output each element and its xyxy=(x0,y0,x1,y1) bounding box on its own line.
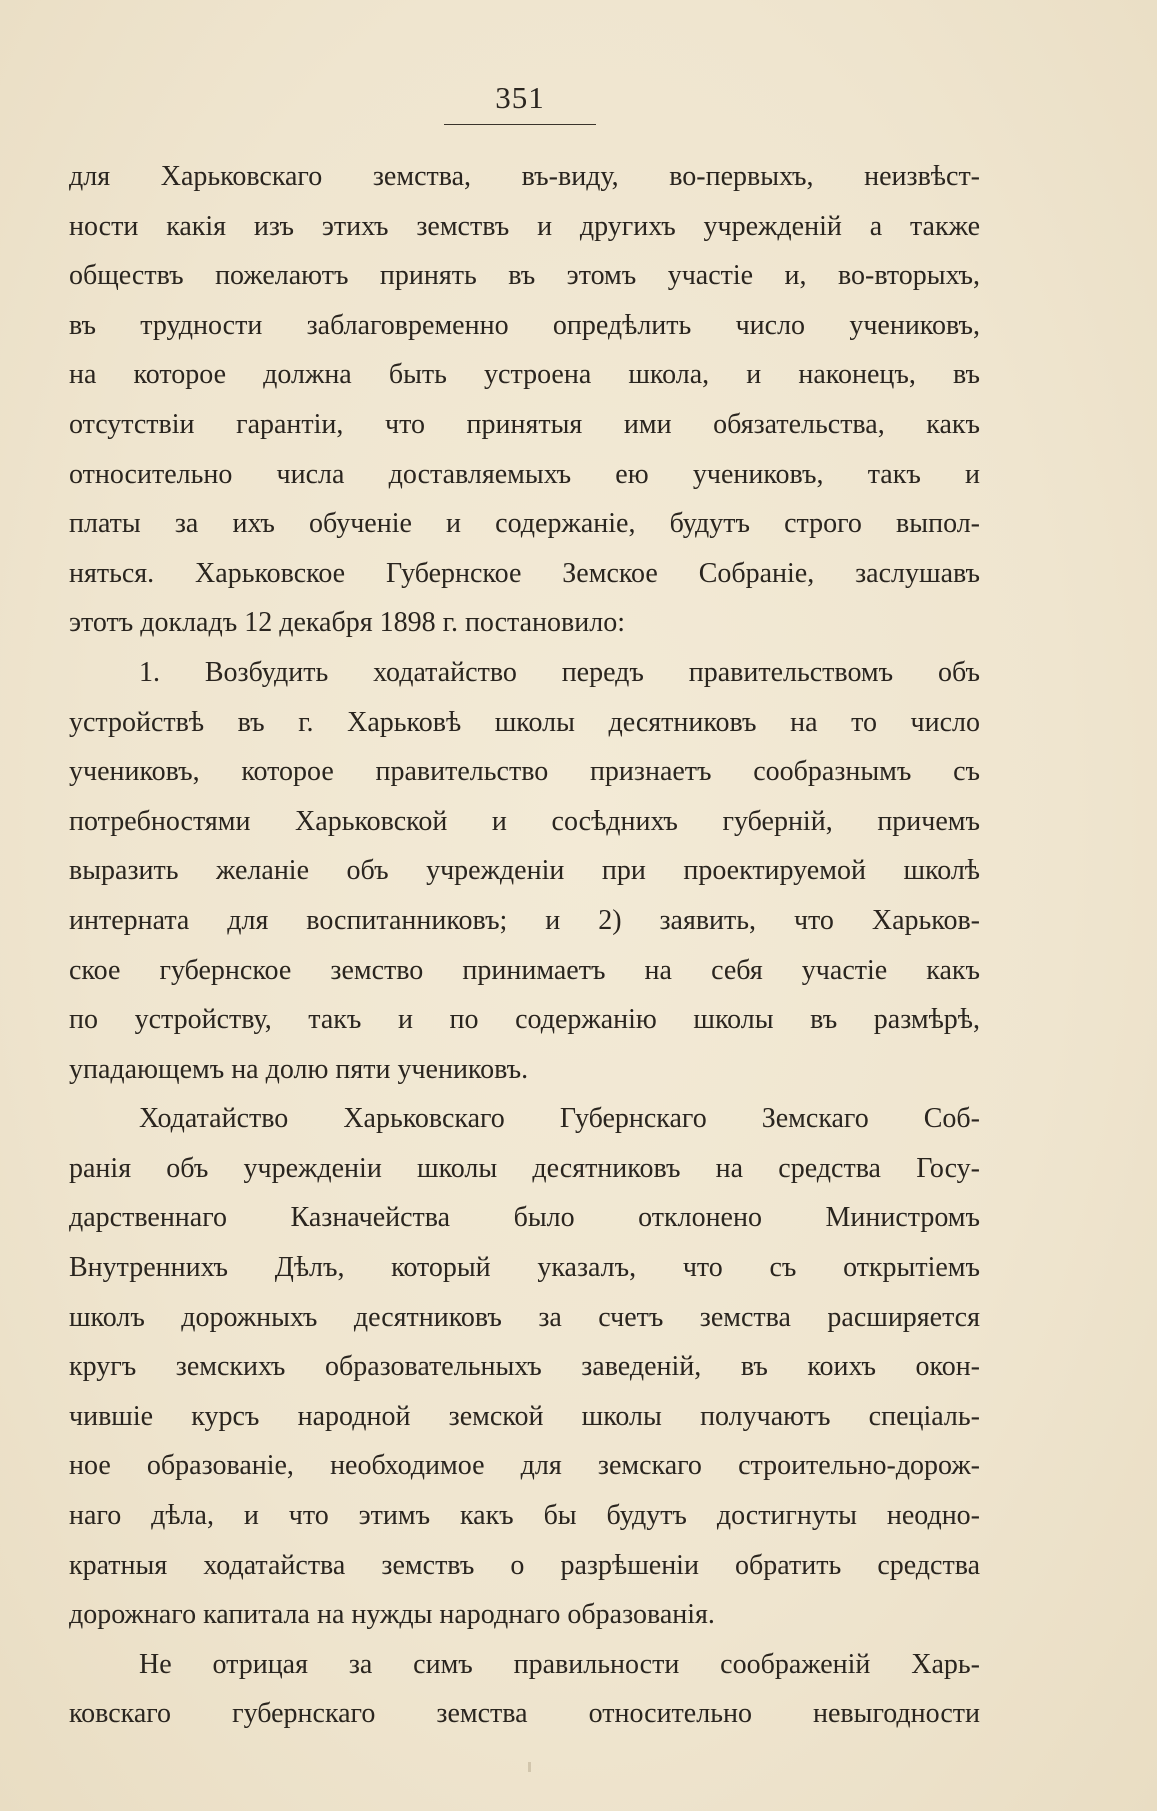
text-line: кратныя ходатайства земствъ о разрѣшеніи обратить средства xyxy=(69,1549,980,1581)
text-line: интерната для воспитанниковъ; и 2) заявить, что Харьков- xyxy=(69,904,980,936)
text-line: учениковъ, которое правительство признаетъ сообразнымъ съ xyxy=(69,756,980,788)
header-rule xyxy=(444,124,596,125)
text-line: ранія объ учрежденіи школы десятниковъ на средства Госу- xyxy=(69,1152,980,1184)
text-line: Не отрицая за симъ правильности соображеній Харь- xyxy=(139,1648,980,1680)
text-line: потребностями Харьковской и сосѣднихъ губерній, причемъ xyxy=(69,805,980,837)
text-line: относительно числа доставляемыхъ ею учениковъ, такъ и xyxy=(69,458,980,490)
text-line: ности какія изъ этихъ земствъ и другихъ учрежденій а также xyxy=(69,210,980,242)
paper-mark xyxy=(528,1762,531,1772)
text-line: школъ дорожныхъ десятниковъ за счетъ земства расширяется xyxy=(69,1301,980,1333)
text-line: платы за ихъ обученіе и содержаніе, будутъ строго выпол- xyxy=(69,508,980,540)
text-line: устройствѣ въ г. Харьковѣ школы десятниковъ на то число xyxy=(69,706,980,738)
text-line: упадающемъ на долю пяти учениковъ. xyxy=(69,1053,529,1085)
text-line: по устройству, такъ и по содержанію школы въ размѣрѣ, xyxy=(69,1004,980,1036)
text-line: ное образованіе, необходимое для земскаго строительно-дорож- xyxy=(69,1450,980,1482)
text-line: обществъ пожелаютъ принять въ этомъ участіе и, во-вторыхъ, xyxy=(69,260,980,292)
text-line: ское губернское земство принимаетъ на себя участіе какъ xyxy=(69,954,980,986)
text-line: выразить желаніе объ учрежденіи при проектируемой школѣ xyxy=(69,855,980,887)
text-line: кругъ земскихъ образовательныхъ заведеній, въ коихъ окон- xyxy=(69,1351,980,1383)
text-line: 1. Возбудить ходатайство передъ правительствомъ объ xyxy=(139,656,980,688)
text-line: дарственнаго Казначейства было отклонено Министромъ xyxy=(69,1202,980,1234)
text-line: въ трудности заблаговременно опредѣлить число учениковъ, xyxy=(69,309,980,341)
text-line: на которое должна быть устроена школа, и наконецъ, въ xyxy=(69,359,980,391)
text-line: чившіе курсъ народной земской школы получаютъ спеціаль- xyxy=(69,1400,980,1432)
page-number: 351 xyxy=(495,80,545,115)
body-text xyxy=(69,152,980,1739)
text-line: отсутствіи гарантіи, что принятыя ими обязательства, какъ xyxy=(69,408,980,440)
text-line: наго дѣла, и что этимъ какъ бы будутъ достигнуты неодно- xyxy=(69,1500,980,1532)
text-line: этотъ докладъ 12 декабря 1898 г. постановило: xyxy=(69,607,625,639)
text-line: дорожнаго капитала на нужды народнаго образованія. xyxy=(69,1599,715,1631)
text-line: ковскаго губернскаго земства относительно невыгодности xyxy=(69,1698,980,1730)
text-line: Внутреннихъ Дѣлъ, который указалъ, что съ открытіемъ xyxy=(69,1252,980,1284)
text-line: няться. Харьковское Губернское Земское Собраніе, заслушавъ xyxy=(69,557,980,589)
text-line: для Харьковскаго земства, въ-виду, во-первыхъ, неизвѣст- xyxy=(69,161,980,192)
text-line: Ходатайство Харьковскаго Губернскаго Земскаго Соб- xyxy=(139,1103,980,1135)
